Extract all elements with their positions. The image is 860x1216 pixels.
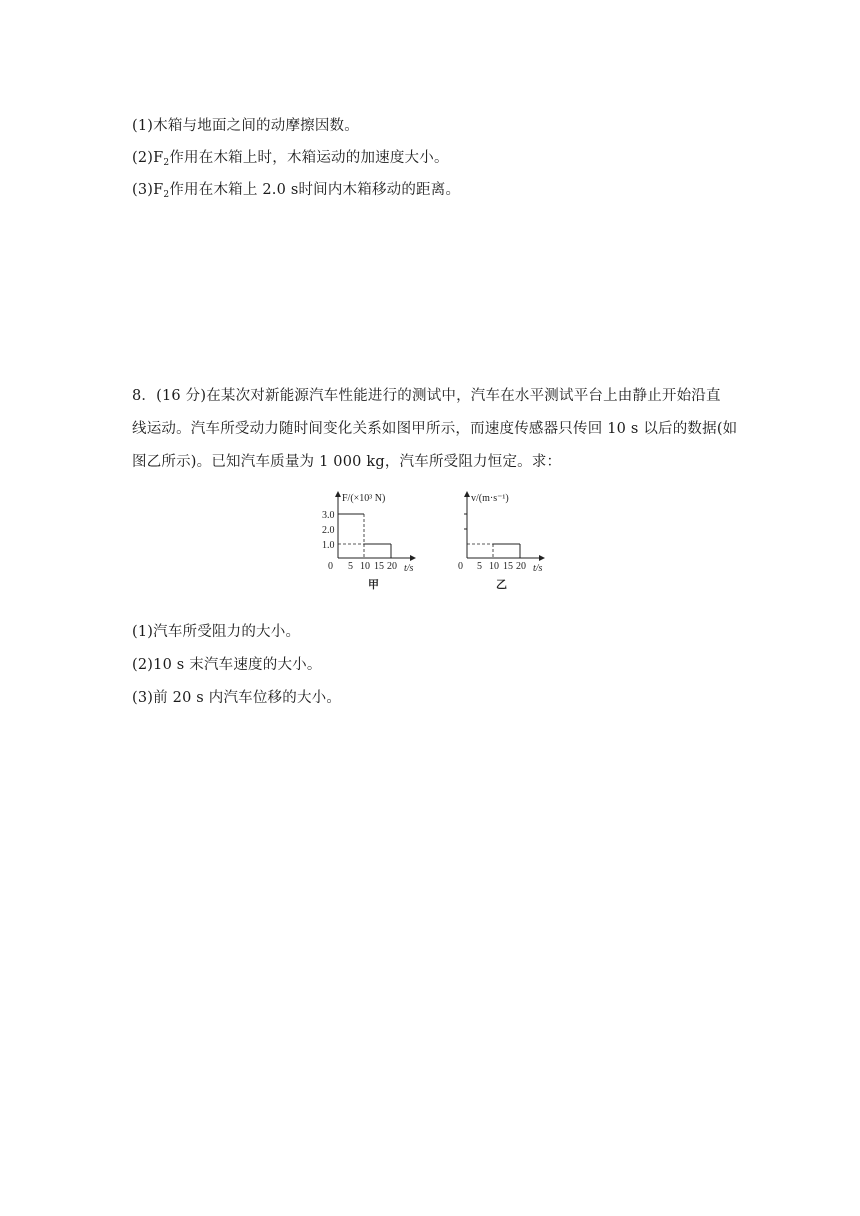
jia-xtick-20: 20	[387, 561, 397, 572]
q3-text: 作用在木箱上 2.0 s时间内木箱移动的距离。	[169, 182, 461, 198]
jia-xtick-15: 15	[374, 561, 384, 572]
q3-subscript: 2	[163, 190, 170, 200]
jia-origin: 0	[328, 561, 333, 572]
yi-xtick-20: 20	[516, 561, 526, 572]
yi-x-label: t/s	[533, 563, 543, 574]
yi-xtick-15: 15	[503, 561, 513, 572]
jia-caption: 甲	[368, 578, 379, 591]
jia-ytick-1: 1.0	[322, 540, 335, 551]
jia-xtick-10: 10	[360, 561, 370, 572]
q2-prefix: (2)F	[132, 150, 164, 166]
jia-y-label: F/(×10³ N)	[342, 493, 386, 504]
graph-yi	[458, 492, 544, 591]
q2-text: 作用在木箱上时，木箱运动的加速度大小。	[169, 150, 449, 166]
yi-xtick-10: 10	[489, 561, 499, 572]
yi-origin: 0	[458, 561, 463, 572]
problem-8-line-1: 8．(16 分)在某次对新能源汽车性能进行的测试中，汽车在水平测试平台上由静止开始沿直	[132, 388, 721, 404]
yi-xtick-5: 5	[477, 561, 482, 572]
yi-y-label: v/(m·s⁻¹)	[471, 493, 509, 504]
problem-8-line-2: 线运动。汽车所受动力随时间变化关系如图甲所示，而速度传感器只传回 10 s 以后的数据(如	[132, 421, 738, 437]
problem-8-sub-3: (3)前 20 s 内汽车位移的大小。	[132, 690, 342, 706]
jia-ytick-2: 2.0	[322, 525, 335, 536]
jia-x-label: t/s	[404, 563, 414, 574]
question-1-prev: (1)木箱与地面之间的动摩擦因数。	[132, 118, 359, 134]
question-2-prev	[132, 146, 449, 168]
graph-jia	[322, 492, 415, 591]
problem-8-sub-2: (2)10 s 末汽车速度的大小。	[132, 657, 322, 673]
problem-8-sub-1: (1)汽车所受阻力的大小。	[132, 624, 301, 640]
yi-caption: 乙	[496, 578, 507, 591]
jia-xtick-5: 5	[348, 561, 353, 572]
question-3-prev	[132, 178, 460, 200]
jia-ytick-3: 3.0	[322, 510, 335, 521]
problem-8-line-3: 图乙所示)。已知汽车质量为 1 000 kg，汽车所受阻力恒定。求：	[132, 454, 562, 470]
q3-prefix: (3)F	[132, 182, 164, 198]
q2-subscript: 2	[163, 158, 170, 168]
problem-8-figures	[300, 486, 560, 596]
